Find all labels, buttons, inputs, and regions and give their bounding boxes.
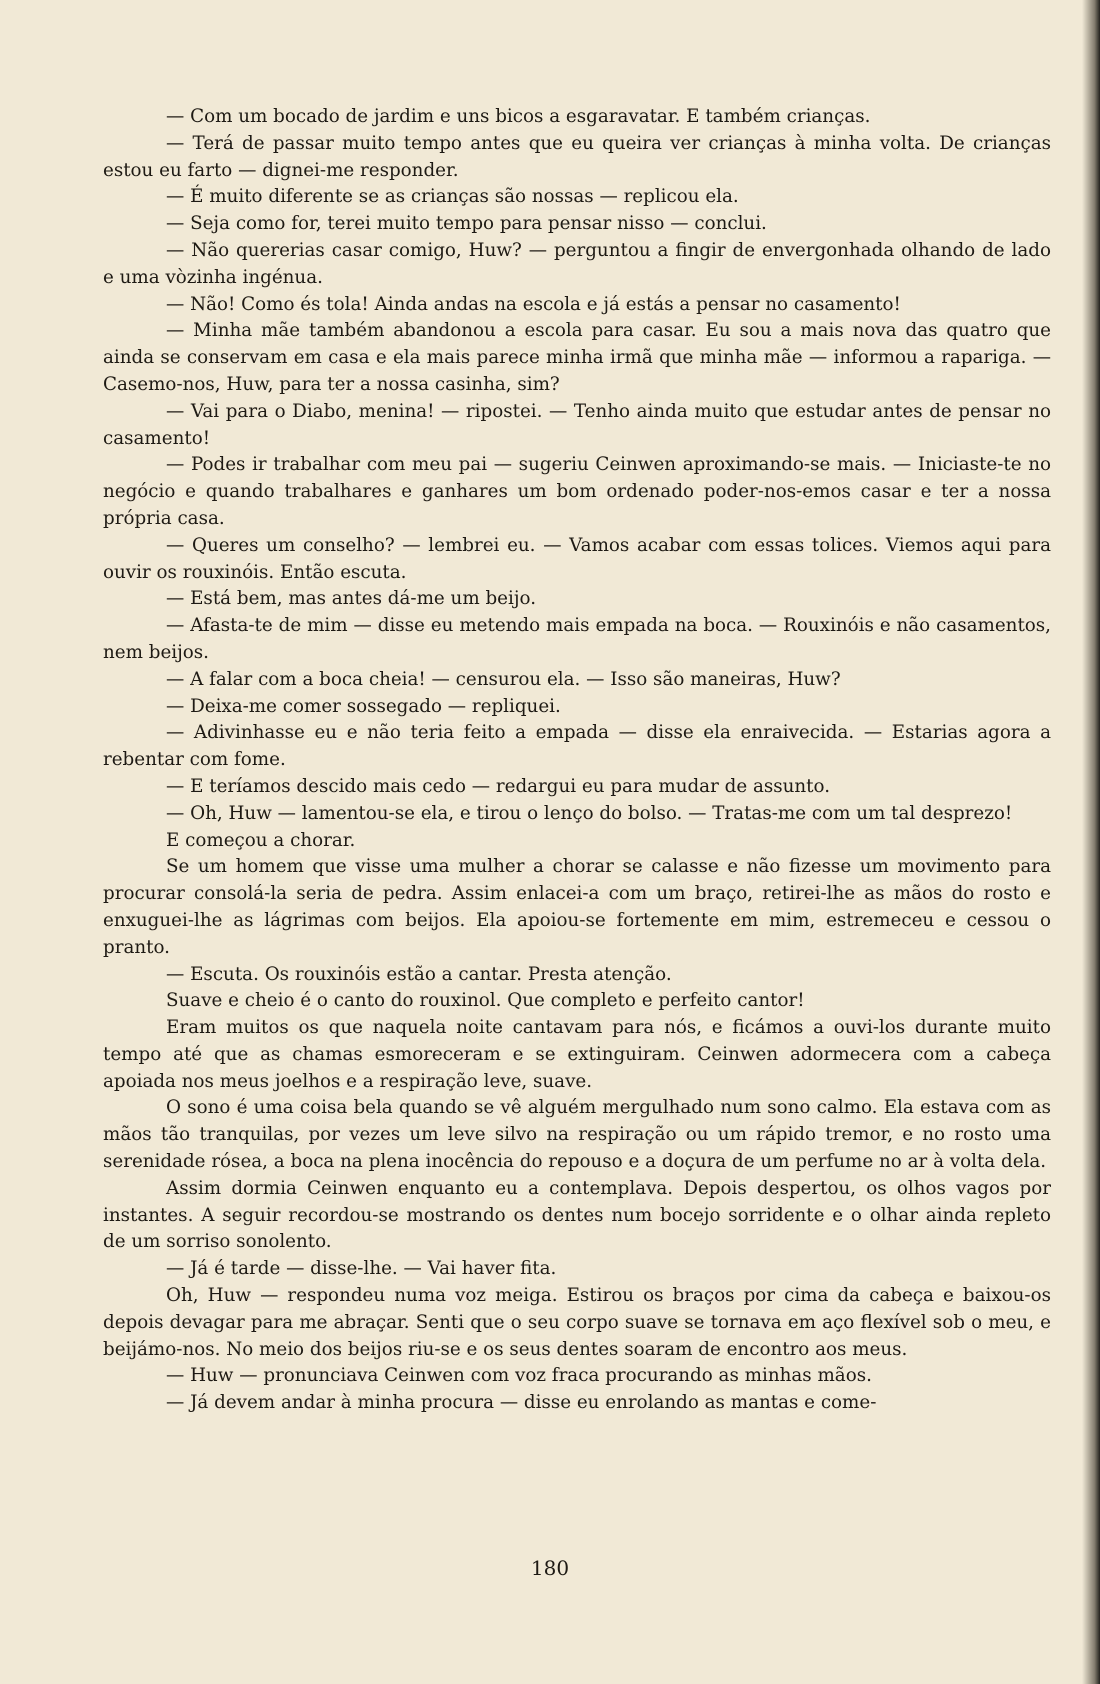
paragraph: — Oh, Huw — lamentou-se ela, e tirou o lenço do bolso. — Tratas-me com um tal desprezo!	[166, 802, 1013, 824]
paragraph: — Vai para o Diabo, menina! — ripostei. — Tenho ainda muito que estudar antes de pensar no casamento!	[103, 400, 1051, 449]
paragraph: — Terá de passar muito tempo antes que eu queira ver crianças à minha volta. De crianças estou eu farto — dignei-me responder.	[103, 132, 1051, 181]
page-number: 180	[530, 1556, 570, 1580]
paragraph: — Huw — pronunciava Ceinwen com voz fraca procurando as minhas mãos.	[166, 1365, 872, 1387]
paragraph: — Deixa-me comer sossegado — repliquei.	[166, 695, 561, 717]
paragraph: — Podes ir trabalhar com meu pai — sugeriu Ceinwen aproximando-se mais. — Iniciaste-te no negócio e quando trabalhares e ganhares um bom ordenado poder-nos-emos casar e ter a nossa própria casa.	[103, 454, 1051, 529]
paragraph: — Queres um conselho? — lembrei eu. — Vamos acabar com essas tolices. Viemos aqui para ouvir os rouxinóis. Então escuta.	[103, 534, 1051, 583]
paragraph: Oh, Huw — respondeu numa voz meiga. Estirou os braços por cima da cabeça e baixou-os depois devagar para me abraçar. Senti que o seu corpo suave se tornava em aço flexível sob o meu, e beijámo-nos. No meio dos beijos riu-se e os seus dentes soaram de encontro aos meus.	[103, 1285, 1051, 1360]
paragraph: — Seja como for, terei muito tempo para pensar nisso — conclui.	[166, 213, 767, 235]
paragraph: — Com um bocado de jardim e uns bicos a esgaravatar. E também crianças.	[166, 106, 871, 127]
paragraph: — Adivinhasse eu e não teria feito a empada — disse ela enraivecida. — Estarias agora a rebentar com fome.	[103, 722, 1051, 771]
body-text	[103, 104, 1051, 1417]
paragraph: — Está bem, mas antes dá-me um beijo.	[166, 588, 537, 610]
paragraph: — Afasta-te de mim — disse eu metendo mais empada na boca. — Rouxinóis e não casamentos, nem beijos.	[103, 615, 1051, 663]
paragraph: — Já devem andar à minha procura — disse eu enrolando as mantas e come-	[166, 1392, 877, 1414]
paragraph: — E teríamos descido mais cedo — redargui eu para mudar de assunto.	[166, 775, 831, 797]
binding-shadow	[1082, 0, 1100, 1684]
paragraph: — Não! Como és tola! Ainda andas na escola e já estás a pensar no casamento!	[166, 293, 901, 315]
paragraph: — A falar com a boca cheia! — censurou ela. — Isso são maneiras, Huw?	[166, 668, 841, 690]
paragraph: Eram muitos os que naquela noite cantavam para nós, e ficámos a ouvi-los durante muito tempo até que as chamas esmoreceram e se extinguiram. Ceinwen adormecera com a cabeça apoiada nos meus joelhos e a respiração leve, suave.	[103, 1017, 1051, 1092]
paragraph: — É muito diferente se as crianças são nossas — replicou ela.	[166, 186, 739, 208]
paragraph: — Já é tarde — disse-lhe. — Vai haver fita.	[166, 1258, 557, 1280]
paragraph: E começou a chorar.	[166, 829, 356, 851]
paragraph: — Não quererias casar comigo, Huw? — perguntou a fingir de envergonhada olhando de lado e uma vòzinha ingénua.	[103, 239, 1051, 288]
paragraph: — Minha mãe também abandonou a escola para casar. Eu sou a mais nova das quatro que ainda se conservam em casa e ela mais parece minha irmã que minha mãe — informou a rapariga. — Casemo-nos, Huw, para ter a nossa casinha, sim?	[103, 320, 1051, 395]
paragraph: Suave e cheio é o canto do rouxinol. Que completo e perfeito cantor!	[166, 990, 805, 1012]
paragraph: Assim dormia Ceinwen enquanto eu a contemplava. Depois despertou, os olhos vagos por instantes. A seguir recordou-se mostrando os dentes num bocejo sorridente e o olhar ainda repleto de um sorriso sonolento.	[103, 1177, 1051, 1253]
paragraph: Se um homem que visse uma mulher a chorar se calasse e não fizesse um movimento para procurar consolá-la seria de pedra. Assim enlacei-a com um braço, retirei-lhe as mãos do rosto e enxuguei-lhe as lágrimas com beijos. Ela apoiou-se fortemente em mim, estremeceu e cessou o pranto.	[103, 856, 1051, 958]
paragraph: — Escuta. Os rouxinóis estão a cantar. Presta atenção.	[166, 963, 672, 985]
paragraph: O sono é uma coisa bela quando se vê alguém mergulhado num sono calmo. Ela estava com as mãos tão tranquilas, por vezes um leve silvo na respiração ou um rápido tremor, e no rosto uma serenidade rósea, a boca na plena inocência do repouso e a doçura de um perfume no ar à volta dela.	[103, 1097, 1051, 1173]
